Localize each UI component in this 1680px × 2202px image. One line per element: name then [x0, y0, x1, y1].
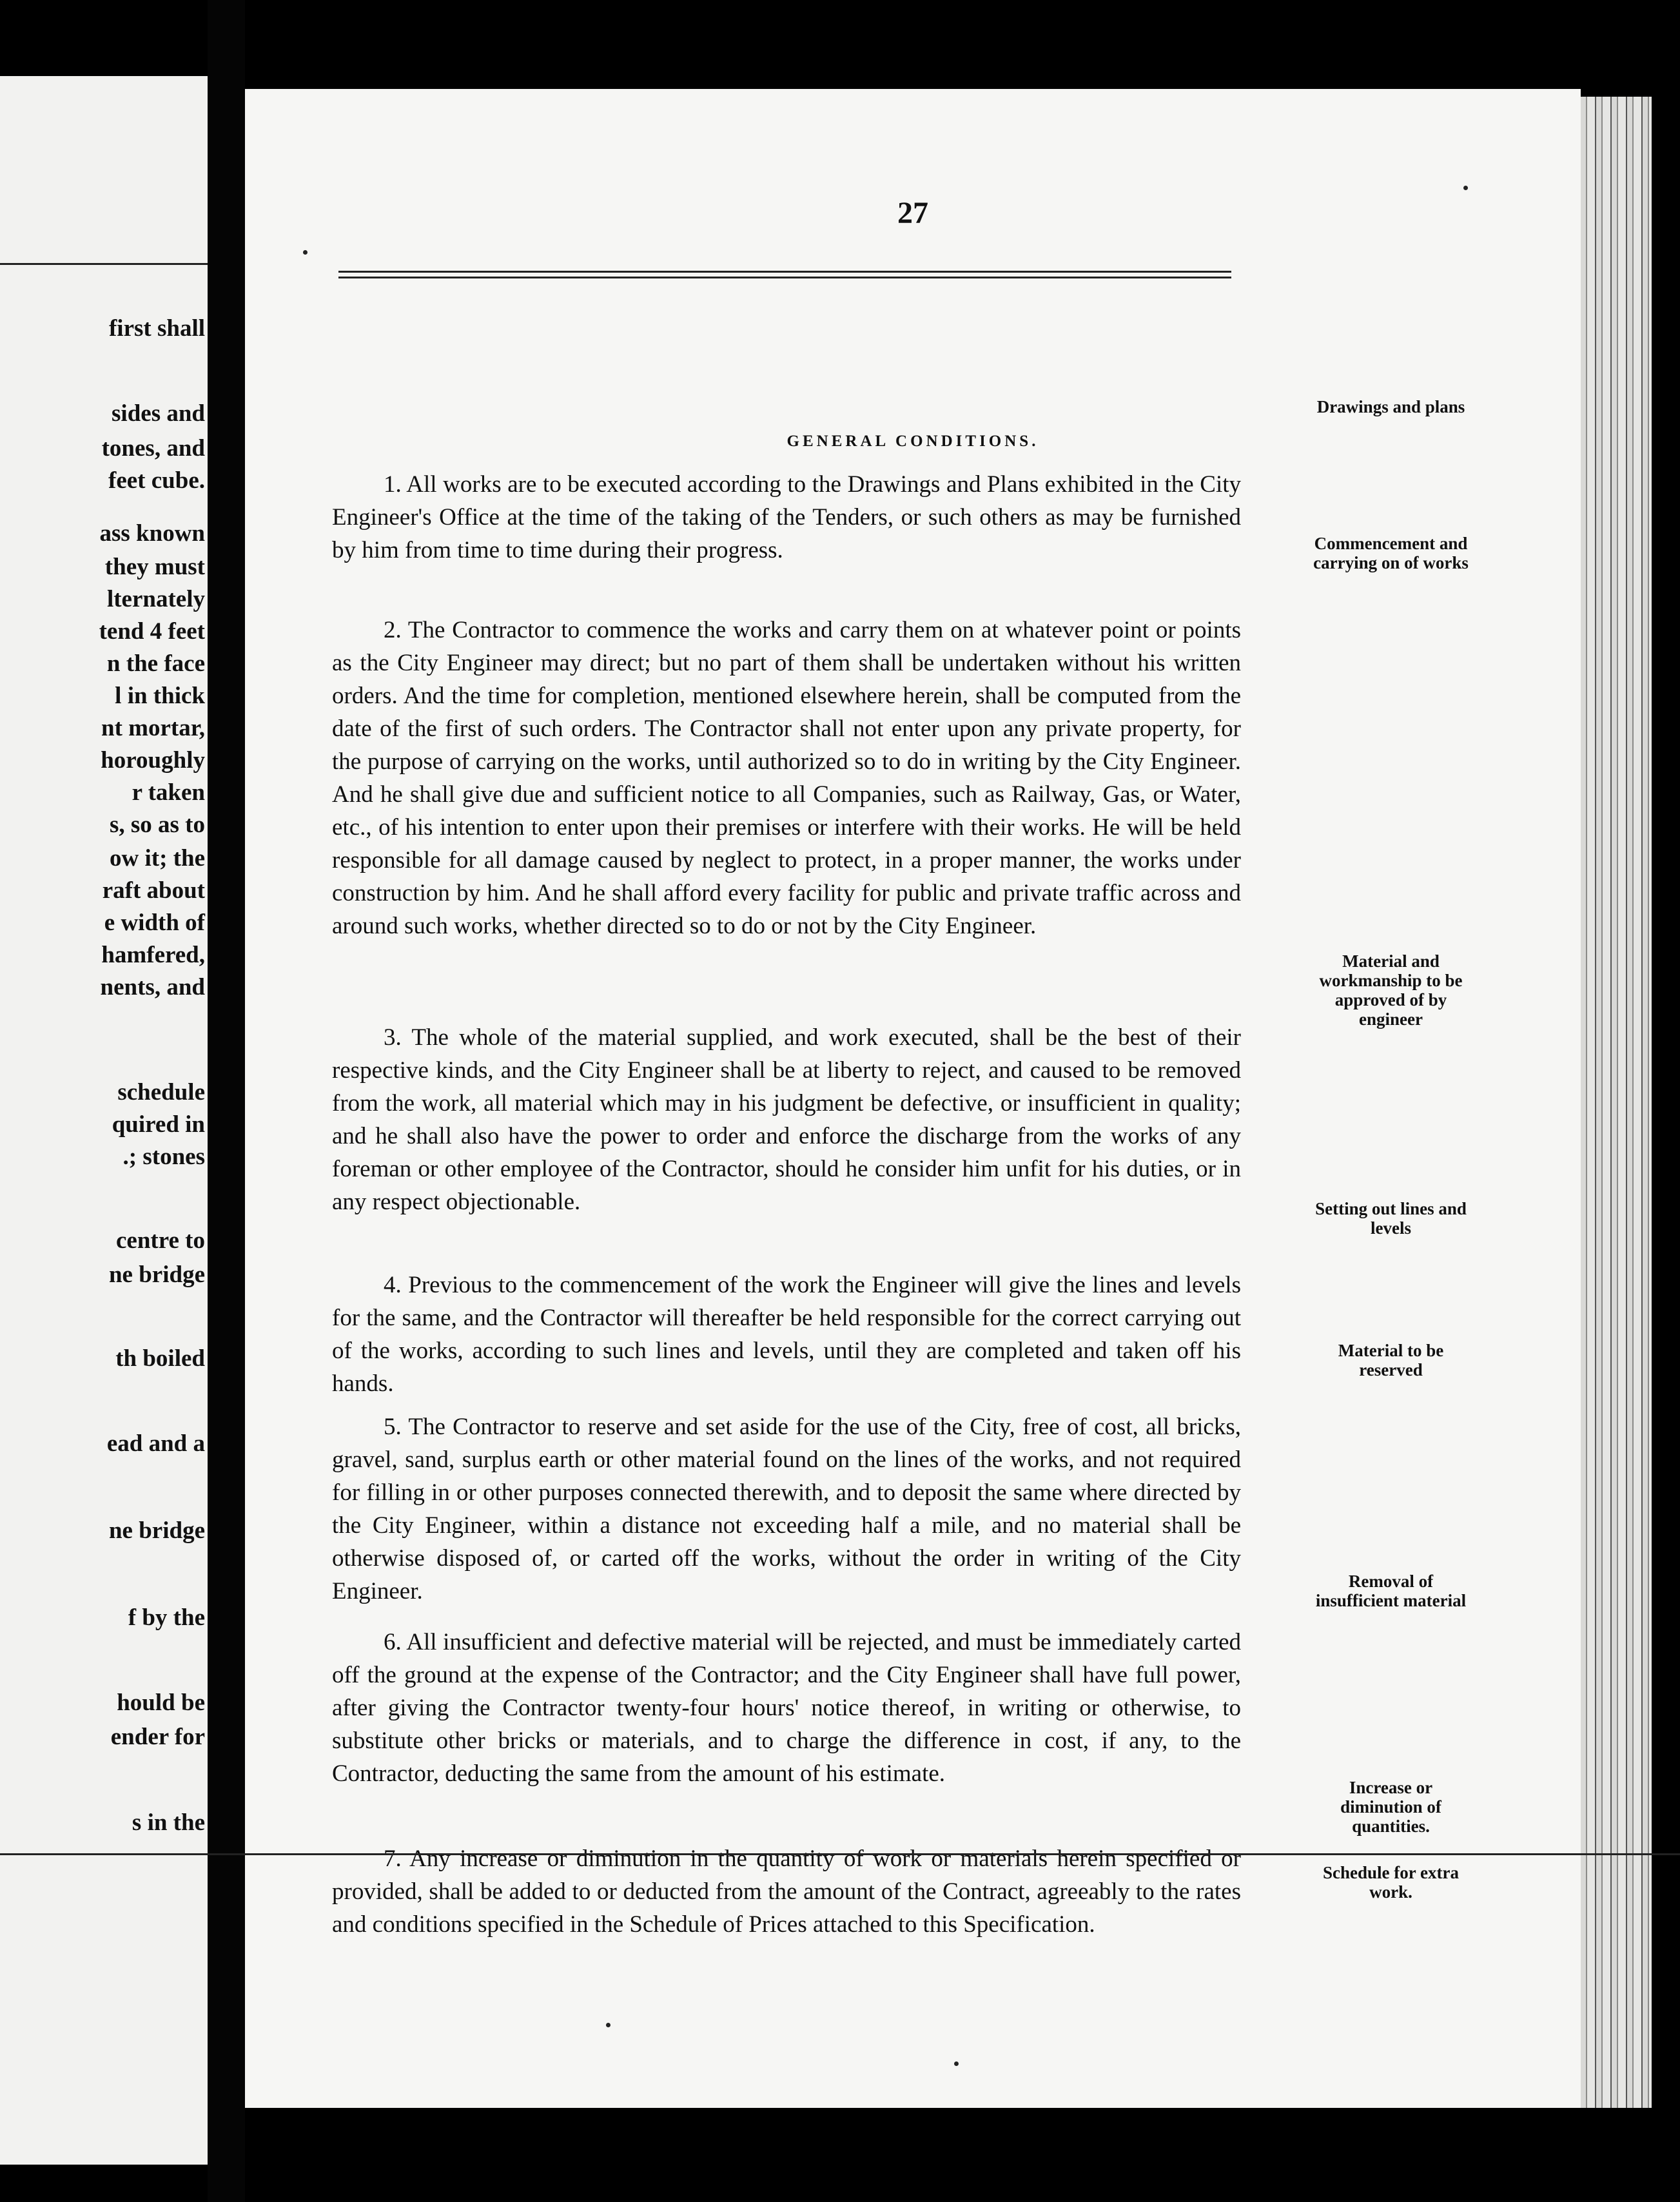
scan-line-artifact	[0, 1853, 1680, 1855]
left-page-line: lternately	[106, 586, 205, 612]
clause-text: 2. The Contractor to commence the works and carry them on at whatever point or points as the City Engineer may direct; but no part of them shall be undertaken without his written orders. And the time for completion, mentioned elsewhere herein, shall be computed from the date of the first of such orders. The Contractor shall not enter upon any private property, for the purpose of carrying on the works, until authorized so to do in writing by the City Engineer. And he shall give due and sufficient notice to all Companies, such as Railway, Gas, or Water, etc., of his intention to enter upon their premises or interfere with their works. He will be held responsible for all damage caused by neglect to protect, in a proper manner, the works under construction by him. And he shall afford every facility for public and private traffic across and around such works, whether directed so to do or not by the City Engineer.	[332, 617, 1241, 939]
margin-note-6: Removal of insufficient material	[1315, 1572, 1467, 1610]
left-page-line: ead and a	[106, 1430, 205, 1457]
left-page-line: they must	[104, 554, 205, 580]
clause-1	[332, 468, 1241, 567]
document-page	[245, 89, 1581, 2108]
header-rule	[338, 271, 1231, 278]
clause-text: 4. Previous to the commencement of the work the Engineer will give the lines and levels for the same, and the Contractor will thereafter be held responsible for the correct carrying out of the works, according to such lines and levels, until they are completed and taken off his hands.	[332, 1272, 1241, 1397]
ink-speck	[954, 2061, 959, 2066]
margin-note-4: Setting out lines and levels	[1315, 1199, 1467, 1238]
clause-6	[332, 1626, 1241, 1790]
left-page-line: hamfered,	[101, 942, 205, 968]
left-page-line: nt mortar,	[101, 715, 205, 741]
clause-text: 6. All insufficient and defective material will be rejected, and must be immediately carted off the ground at the expense of the Contractor; and the City Engineer shall have full power, after giving the Contractor twenty-four hours' notice thereof, in writing or otherwise, to substitute other bricks or materials, and to charge the difference in cost, if any, to the Contractor, deducting the same from the amount of his estimate.	[332, 1629, 1241, 1787]
left-page-line: raft about	[102, 877, 205, 904]
margin-note-2: Commencement and carrying on of works	[1313, 534, 1469, 572]
left-page-line: e width of	[104, 910, 205, 936]
left-page-line: sides and	[112, 400, 205, 427]
left-page-line: s, so as to	[109, 812, 205, 838]
ink-speck	[303, 250, 308, 255]
clause-text: 7. Any increase or diminution in the quantity of work or materials herein specified or provided, shall be added to or deducted from the amount of the Contract, agreeably to the rates and conditions specified in the Schedule of Prices attached to this Specification.	[332, 1846, 1241, 1938]
left-page-line: schedule	[117, 1079, 205, 1106]
left-page-line: tones, and	[101, 435, 205, 462]
left-page-line: hould be	[117, 1690, 205, 1716]
left-page-line: ow it; the	[110, 845, 205, 872]
clause-7	[332, 1842, 1241, 1941]
left-page-rule	[0, 263, 208, 265]
section-heading: GENERAL CONDITIONS.	[786, 433, 1039, 450]
left-page-line: ne bridge	[108, 1517, 205, 1544]
left-page-line: nents, and	[100, 974, 205, 1000]
ink-speck	[606, 2023, 610, 2027]
clause-4	[332, 1269, 1241, 1400]
left-page-line: n the face	[106, 650, 205, 677]
left-page-line: ne bridge	[108, 1262, 205, 1288]
margin-note-extra-work: Schedule for extra work.	[1323, 1863, 1459, 1902]
book-binding-gutter	[208, 0, 245, 2202]
left-page-line: th boiled	[115, 1345, 205, 1372]
previous-page-fragment	[0, 76, 208, 2165]
left-page-line: ender for	[110, 1724, 205, 1750]
clause-2	[332, 614, 1241, 942]
clause-5	[332, 1410, 1241, 1608]
ink-speck	[1463, 186, 1468, 190]
left-page-line: ass known	[99, 520, 205, 547]
clause-text: 1. All works are to be executed according to the Drawings and Plans exhibited in the City Engineer's Office at the time of the taking of the Tenders, or such others as may be furnished by him from time to time during their progress.	[332, 471, 1241, 563]
left-page-line: tend 4 feet	[99, 618, 205, 645]
left-page-line: l in thick	[115, 683, 205, 709]
left-page-line: f by the	[128, 1604, 205, 1631]
margin-note-7: Increase or diminution of quantities.	[1340, 1778, 1441, 1836]
left-page-line: .; stones	[122, 1144, 205, 1170]
left-page-line: horoughly	[101, 747, 205, 774]
margin-note-1: Drawings and plans	[1316, 397, 1465, 416]
left-page-line: quired in	[112, 1111, 205, 1138]
left-page-line: first shall	[108, 315, 205, 342]
clause-text: 3. The whole of the material supplied, and work executed, shall be the best of their respective kinds, and the City Engineer shall be at liberty to reject, and caused to be removed from the work, all material which may in his judgment be defective, or insufficient in quality; and he shall also have the power to order and enforce the discharge from the works of any foreman or other employee of the Contractor, should he consider him unfit for his duties, or in any respect objectionable.	[332, 1024, 1241, 1215]
page-edges	[1581, 97, 1652, 2108]
page-number: 27	[897, 196, 928, 230]
clause-text: 5. The Contractor to reserve and set aside for the use of the City, free of cost, all bricks, gravel, sand, surplus earth or other material found on the lines of the works, and not required for filling in or other purposes connected therewith, and to deposit the same where directed by the City Engineer, within a distance not exceeding half a mile, and no material shall be otherwise disposed of, or carted off the works, without the order in writing of the City Engineer.	[332, 1414, 1241, 1604]
left-page-line: s in the	[132, 1809, 205, 1836]
left-page-line: feet cube.	[108, 467, 205, 494]
margin-note-3: Material and workmanship to be approved of by engineer	[1319, 951, 1463, 1029]
clause-3	[332, 1021, 1241, 1218]
left-page-line: r taken	[132, 779, 205, 806]
margin-note-5: Material to be reserved	[1338, 1341, 1444, 1379]
left-page-line: centre to	[116, 1227, 205, 1254]
